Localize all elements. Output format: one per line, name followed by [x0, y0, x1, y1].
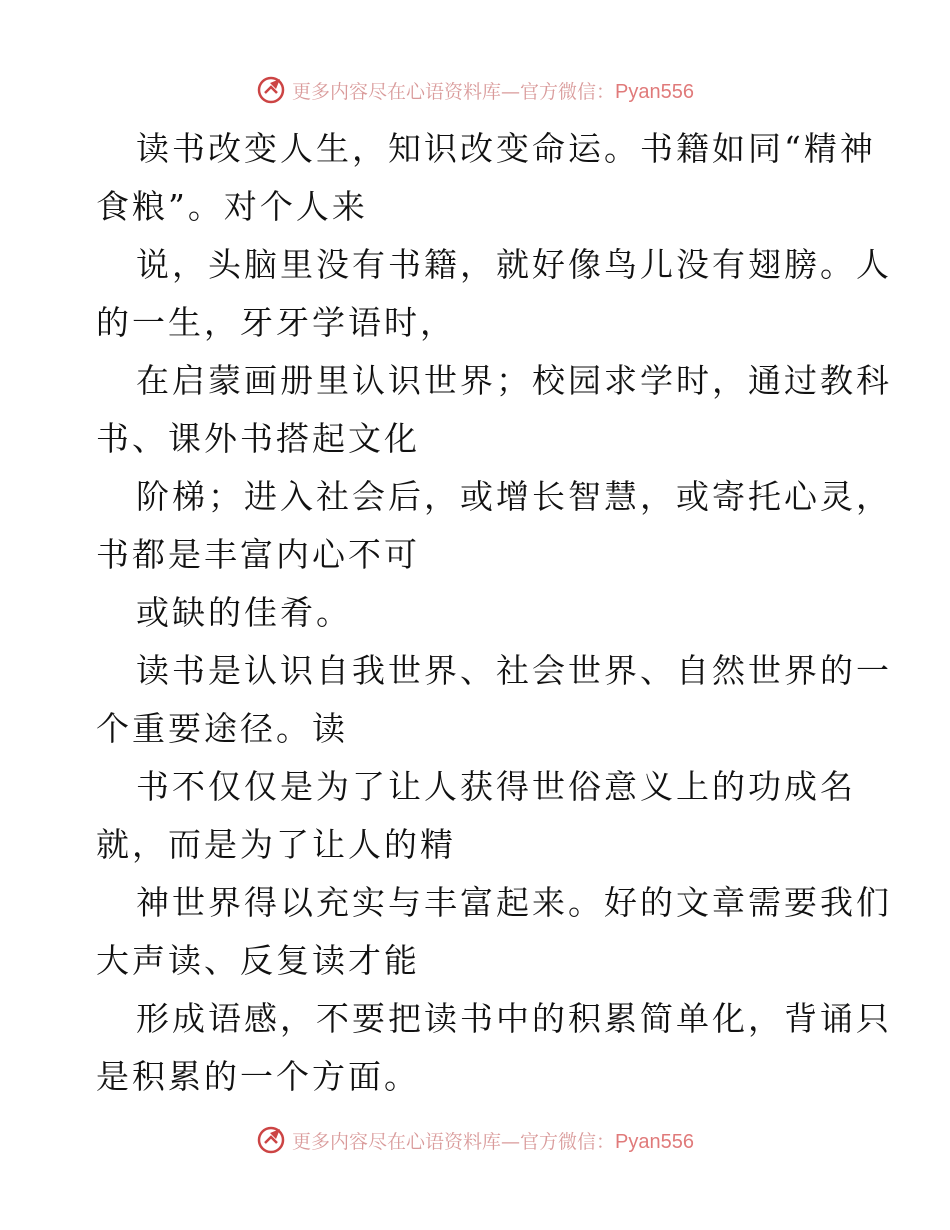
text-line: 书都是丰富内心不可 [96, 535, 420, 574]
text-line: 是积累的一个方面。 [96, 1057, 420, 1096]
text-line: 的一生，牙牙学语时， [96, 303, 456, 342]
text-line: 读书改变人生，知识改变命运。书籍如同“精神 [136, 129, 876, 168]
book-logo-icon [256, 75, 286, 105]
watermark-handle: Pyan556 [615, 80, 694, 103]
text-line: 书不仅仅是为了让人获得世俗意义上的功成名 [136, 767, 856, 806]
book-logo-icon [256, 1125, 286, 1155]
text-line: 在启蒙画册里认识世界；校园求学时，通过教科 [136, 361, 892, 400]
text-line: 阶梯；进入社会后，或增长智慧，或寄托心灵， [136, 477, 892, 516]
watermark-label: 更多内容尽在心语资料库—官方微信： [292, 1130, 616, 1153]
text-line: 或缺的佳肴。 [136, 593, 352, 632]
text-line: 就，而是为了让人的精 [96, 825, 456, 864]
header-watermark [0, 70, 950, 110]
watermark-handle: Pyan556 [615, 1130, 694, 1153]
text-line: 读书是认识自我世界、社会世界、自然世界的一 [136, 651, 892, 690]
text-line: 说，头脑里没有书籍，就好像鸟儿没有翅膀。人 [136, 245, 892, 284]
text-line: 神世界得以充实与丰富起来。好的文章需要我们 [136, 883, 892, 922]
watermark-text [292, 77, 694, 104]
text-line: 形成语感，不要把读书中的积累简单化，背诵只 [136, 999, 892, 1038]
text-line: 书、课外书搭起文化 [96, 419, 420, 458]
watermark-label: 更多内容尽在心语资料库—官方微信： [292, 80, 616, 103]
footer-watermark [0, 1120, 950, 1160]
text-line: 个重要途径。读 [96, 709, 348, 748]
document-body [96, 120, 892, 1106]
text-line: 大声读、反复读才能 [96, 941, 420, 980]
text-line: 食粮”。对个人来 [96, 187, 368, 226]
watermark-text [292, 1127, 694, 1154]
